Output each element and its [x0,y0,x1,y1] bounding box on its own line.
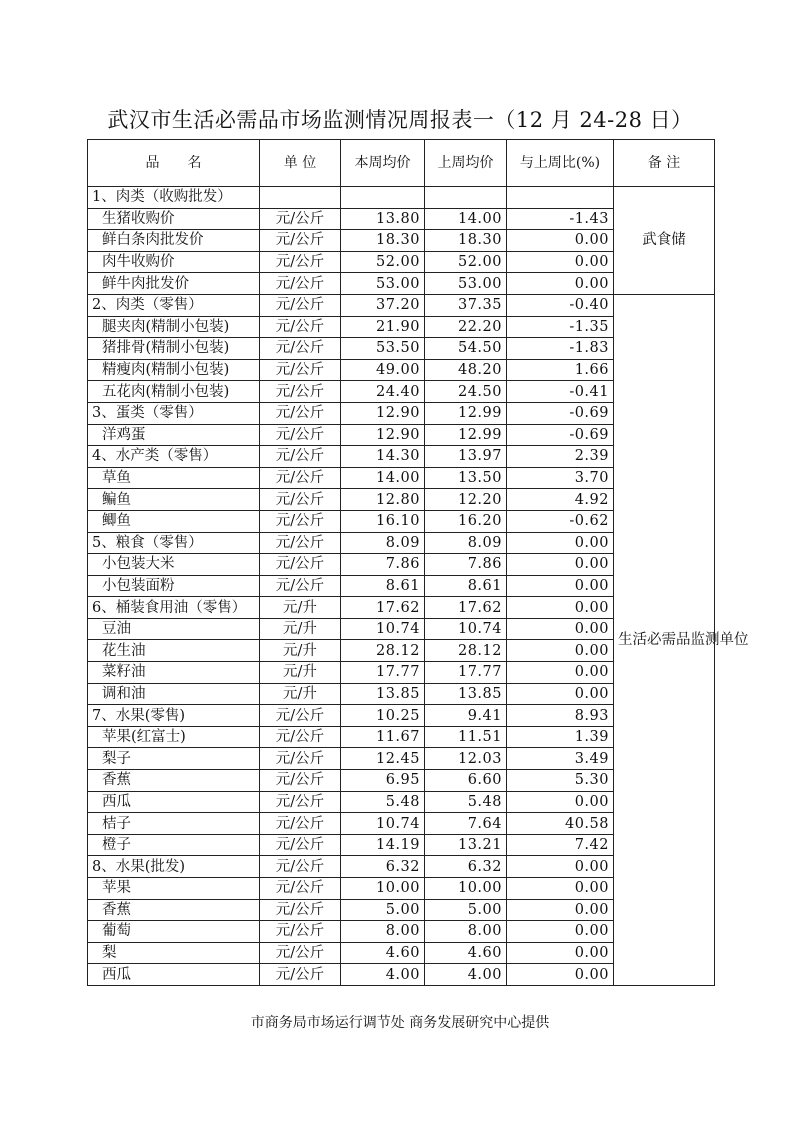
item-change-percent: 0.00 [507,597,614,619]
item-unit: 元/公斤 [260,770,341,792]
item-change-percent: -0.69 [507,402,614,424]
item-name: 豆油 [88,618,260,640]
item-change-percent: 0.00 [507,230,614,252]
item-name: 苹果 [88,878,260,900]
item-change-percent: -0.41 [507,381,614,403]
item-name: 苹果(红富士) [88,726,260,748]
item-this-week-price: 14.00 [341,467,425,489]
item-this-week-price: 14.30 [341,446,425,468]
item-last-week-price: 13.50 [425,467,507,489]
table-header-row [88,140,715,187]
item-this-week-price: 6.95 [341,770,425,792]
item-this-week-price: 13.80 [341,208,425,230]
header-unit: 单 位 [260,140,341,187]
item-this-week-price: 53.50 [341,338,425,360]
item-name: 5、粮食（零售） [88,532,260,554]
item-change-percent: 40.58 [507,813,614,835]
item-name: 小包装大米 [88,554,260,576]
item-last-week-price: 13.85 [425,683,507,705]
item-last-week-price: 8.00 [425,921,507,943]
item-unit: 元/公斤 [260,510,341,532]
item-last-week-price: 48.20 [425,359,507,381]
item-last-week-price: 10.00 [425,878,507,900]
item-this-week-price: 10.74 [341,813,425,835]
item-change-percent: 0.00 [507,964,614,986]
item-unit: 元/升 [260,662,341,684]
item-change-percent: 0.00 [507,662,614,684]
item-change-percent: 0.00 [507,273,614,295]
item-name: 肉牛收购价 [88,251,260,273]
item-this-week-price: 12.90 [341,402,425,424]
item-name: 桔子 [88,813,260,835]
header-change: 与上周比(%) [507,140,614,187]
item-name: 2、肉类（零售） [88,294,260,316]
item-name: 8、水果(批发) [88,856,260,878]
item-change-percent [507,187,614,209]
item-name: 鲜白条肉批发价 [88,230,260,252]
header-name: 品 名 [88,140,260,187]
item-name: 鲜牛肉批发价 [88,273,260,295]
item-unit: 元/公斤 [260,575,341,597]
item-last-week-price: 24.50 [425,381,507,403]
header-last-week: 上周均价 [425,140,507,187]
item-unit: 元/公斤 [260,338,341,360]
item-name: 1、肉类（收购批发） [88,187,260,209]
item-name: 西瓜 [88,791,260,813]
item-this-week-price: 24.40 [341,381,425,403]
item-unit: 元/升 [260,618,341,640]
item-last-week-price: 9.41 [425,705,507,727]
item-change-percent: -1.35 [507,316,614,338]
item-name: 草鱼 [88,467,260,489]
item-this-week-price: 28.12 [341,640,425,662]
item-change-percent: 0.00 [507,899,614,921]
item-unit: 元/公斤 [260,748,341,770]
item-last-week-price: 52.00 [425,251,507,273]
table-body [88,140,749,986]
item-last-week-price: 11.51 [425,726,507,748]
item-last-week-price: 17.77 [425,662,507,684]
item-change-percent: 0.00 [507,532,614,554]
item-last-week-price: 7.86 [425,554,507,576]
item-this-week-price: 52.00 [341,251,425,273]
item-this-week-price: 5.48 [341,791,425,813]
item-name: 腿夹肉(精制小包装) [88,316,260,338]
item-this-week-price: 53.00 [341,273,425,295]
item-this-week-price: 12.80 [341,489,425,511]
item-last-week-price: 12.99 [425,424,507,446]
item-change-percent: 0.00 [507,942,614,964]
item-unit: 元/公斤 [260,726,341,748]
remark-group-2: 生活必需品监测单位 [614,294,715,985]
item-last-week-price: 6.32 [425,856,507,878]
item-unit: 元/公斤 [260,316,341,338]
item-unit: 元/公斤 [260,424,341,446]
item-this-week-price: 4.60 [341,942,425,964]
item-this-week-price: 16.10 [341,510,425,532]
item-this-week-price: 12.45 [341,748,425,770]
item-last-week-price: 7.64 [425,813,507,835]
item-last-week-price [425,187,507,209]
item-this-week-price: 4.00 [341,964,425,986]
item-last-week-price: 16.20 [425,510,507,532]
item-unit: 元/公斤 [260,899,341,921]
item-last-week-price: 12.99 [425,402,507,424]
item-change-percent: -1.43 [507,208,614,230]
item-name: 小包装面粉 [88,575,260,597]
item-change-percent: -0.40 [507,294,614,316]
item-change-percent: 8.93 [507,705,614,727]
item-name: 4、水产类（零售） [88,446,260,468]
item-unit: 元/公斤 [260,208,341,230]
item-last-week-price: 13.21 [425,834,507,856]
item-last-week-price: 13.97 [425,446,507,468]
item-last-week-price: 10.74 [425,618,507,640]
report-title: 武汉市生活必需品市场监测情况周报表一（12 月 24-28 日） [107,108,693,132]
item-this-week-price: 10.00 [341,878,425,900]
table-row [88,294,715,316]
item-this-week-price: 14.19 [341,834,425,856]
item-change-percent: 0.00 [507,683,614,705]
item-this-week-price: 37.20 [341,294,425,316]
item-unit: 元/公斤 [260,273,341,295]
item-change-percent: -0.69 [507,424,614,446]
item-unit: 元/公斤 [260,878,341,900]
item-name: 6、桶装食用油（零售） [88,597,260,619]
item-this-week-price: 17.77 [341,662,425,684]
item-unit: 元/公斤 [260,532,341,554]
item-unit: 元/公斤 [260,467,341,489]
item-this-week-price: 8.09 [341,532,425,554]
item-change-percent: 3.49 [507,748,614,770]
price-table [87,139,749,986]
item-last-week-price: 5.48 [425,791,507,813]
item-unit: 元/公斤 [260,294,341,316]
item-name: 香蕉 [88,899,260,921]
item-change-percent: 0.00 [507,618,614,640]
item-this-week-price: 13.85 [341,683,425,705]
item-last-week-price: 37.35 [425,294,507,316]
item-last-week-price: 17.62 [425,597,507,619]
item-unit: 元/公斤 [260,402,341,424]
item-name: 葡萄 [88,921,260,943]
item-unit: 元/公斤 [260,359,341,381]
item-name: 梨子 [88,748,260,770]
header-remark: 备 注 [614,140,715,187]
item-change-percent: 0.00 [507,575,614,597]
item-this-week-price: 49.00 [341,359,425,381]
item-last-week-price: 28.12 [425,640,507,662]
item-last-week-price: 5.00 [425,899,507,921]
item-this-week-price: 10.25 [341,705,425,727]
item-this-week-price: 8.00 [341,921,425,943]
item-name: 西瓜 [88,964,260,986]
item-change-percent: 0.00 [507,921,614,943]
item-unit: 元/公斤 [260,964,341,986]
item-change-percent: -1.83 [507,338,614,360]
item-unit: 元/公斤 [260,834,341,856]
item-name: 猪排骨(精制小包装) [88,338,260,360]
item-name: 洋鸡蛋 [88,424,260,446]
item-name: 梨 [88,942,260,964]
item-change-percent: 0.00 [507,791,614,813]
item-unit: 元/公斤 [260,381,341,403]
item-last-week-price: 22.20 [425,316,507,338]
remark-group-1: 武食储 [614,187,715,295]
item-change-percent: 4.92 [507,489,614,511]
item-last-week-price: 12.20 [425,489,507,511]
item-name: 橙子 [88,834,260,856]
item-last-week-price: 18.30 [425,230,507,252]
item-unit: 元/公斤 [260,921,341,943]
item-this-week-price: 10.74 [341,618,425,640]
item-change-percent: 2.39 [507,446,614,468]
item-this-week-price: 8.61 [341,575,425,597]
item-name: 花生油 [88,640,260,662]
item-name: 调和油 [88,683,260,705]
item-unit [260,187,341,209]
item-unit: 元/公斤 [260,489,341,511]
item-name: 五花肉(精制小包装) [88,381,260,403]
item-name: 鳊鱼 [88,489,260,511]
item-unit: 元/升 [260,683,341,705]
item-change-percent: 0.00 [507,554,614,576]
item-unit: 元/升 [260,597,341,619]
item-change-percent: 1.66 [507,359,614,381]
item-unit: 元/公斤 [260,446,341,468]
item-change-percent: 1.39 [507,726,614,748]
item-unit: 元/公斤 [260,813,341,835]
item-change-percent: 7.42 [507,834,614,856]
item-change-percent: 0.00 [507,251,614,273]
item-this-week-price: 17.62 [341,597,425,619]
item-last-week-price: 53.00 [425,273,507,295]
item-last-week-price: 54.50 [425,338,507,360]
item-last-week-price: 8.09 [425,532,507,554]
item-unit: 元/公斤 [260,791,341,813]
item-this-week-price: 6.32 [341,856,425,878]
item-this-week-price: 12.90 [341,424,425,446]
item-change-percent: 3.70 [507,467,614,489]
item-unit: 元/公斤 [260,230,341,252]
item-change-percent: -0.62 [507,510,614,532]
footer-source: 市商务局市场运行调节处 商务发展研究中心提供 [250,1015,550,1031]
item-this-week-price: 11.67 [341,726,425,748]
item-this-week-price [341,187,425,209]
item-unit: 元/公斤 [260,554,341,576]
item-this-week-price: 21.90 [341,316,425,338]
item-last-week-price: 12.03 [425,748,507,770]
item-last-week-price: 14.00 [425,208,507,230]
item-name: 香蕉 [88,770,260,792]
header-this-week: 本周均价 [341,140,425,187]
table-row [88,187,715,209]
item-this-week-price: 5.00 [341,899,425,921]
item-unit: 元/公斤 [260,705,341,727]
item-last-week-price: 8.61 [425,575,507,597]
item-last-week-price: 4.00 [425,964,507,986]
item-change-percent: 0.00 [507,640,614,662]
item-unit: 元/公斤 [260,942,341,964]
item-last-week-price: 4.60 [425,942,507,964]
item-change-percent: 5.30 [507,770,614,792]
item-unit: 元/公斤 [260,251,341,273]
item-this-week-price: 7.86 [341,554,425,576]
item-this-week-price: 18.30 [341,230,425,252]
item-change-percent: 0.00 [507,878,614,900]
item-last-week-price: 6.60 [425,770,507,792]
item-unit: 元/公斤 [260,856,341,878]
item-name: 3、蛋类（零售） [88,402,260,424]
item-unit: 元/升 [260,640,341,662]
item-name: 生猪收购价 [88,208,260,230]
item-change-percent: 0.00 [507,856,614,878]
item-name: 菜籽油 [88,662,260,684]
item-name: 7、水果(零售) [88,705,260,727]
item-name: 鲫鱼 [88,510,260,532]
item-name: 精瘦肉(精制小包装) [88,359,260,381]
